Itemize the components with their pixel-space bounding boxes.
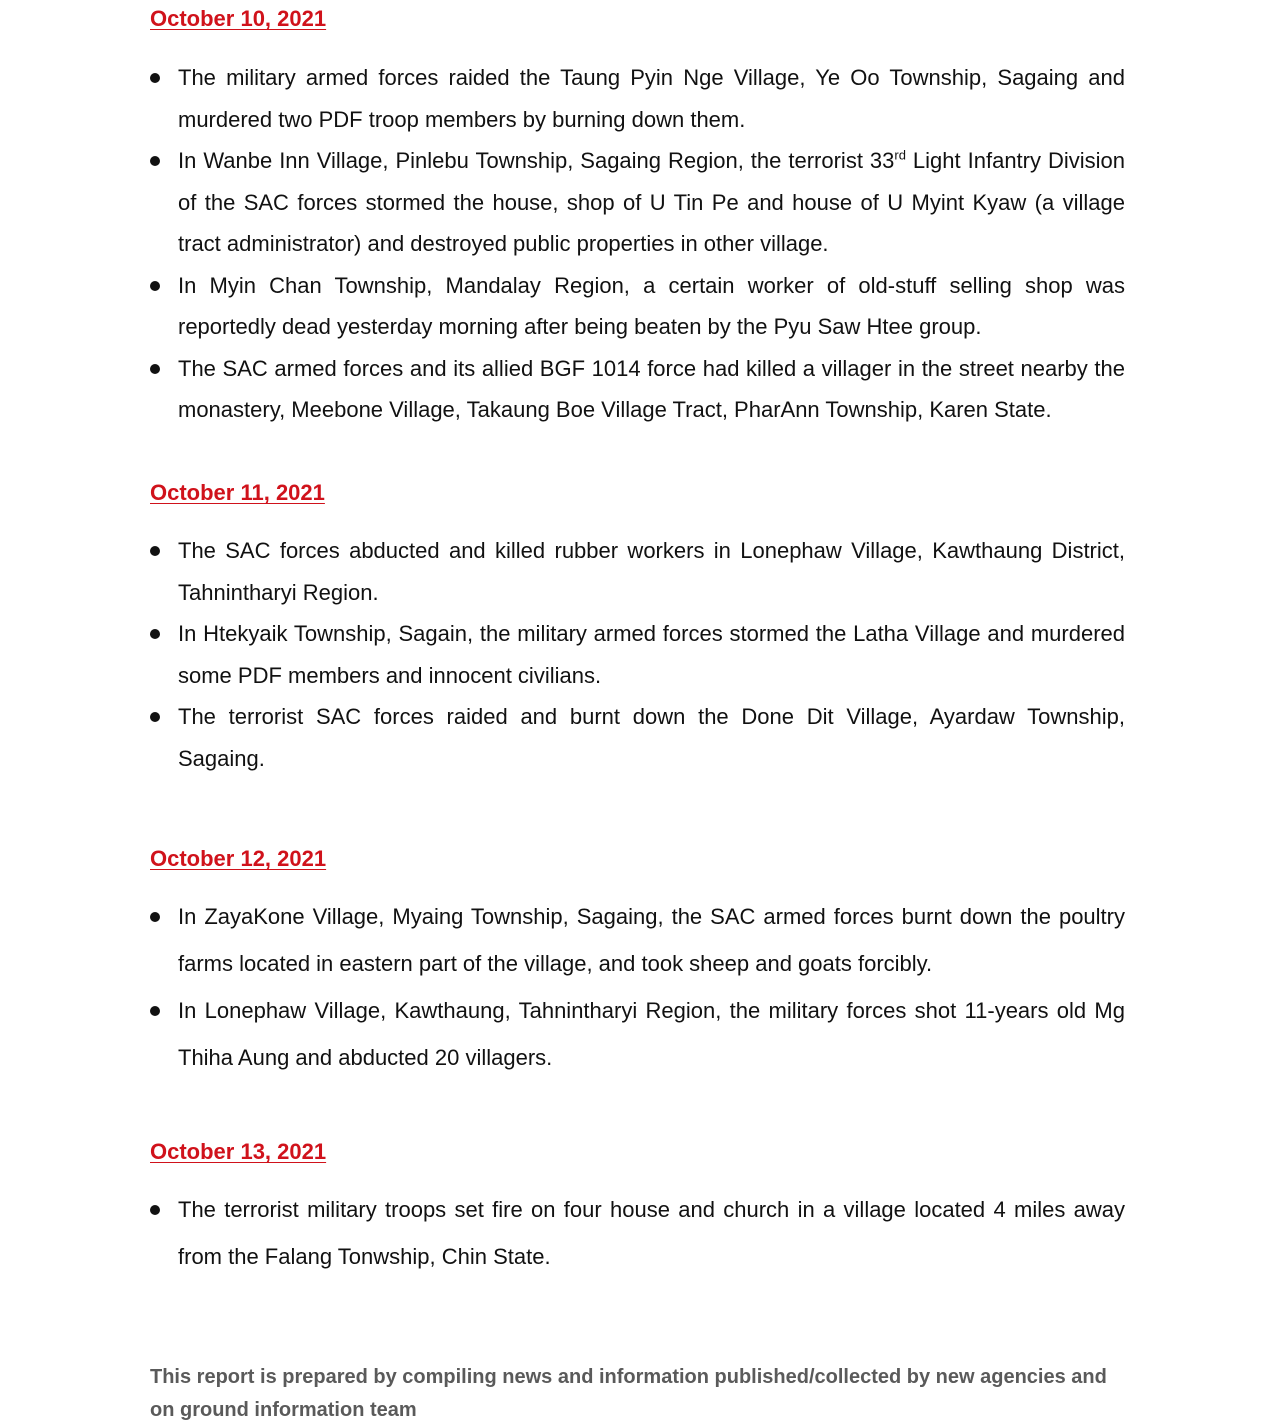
bullet-icon xyxy=(150,912,160,922)
item-text: The SAC forces abducted and killed rubber workers in Lonephaw Village, Kawthaung District, Tahnintharyi Region. xyxy=(178,538,1125,605)
list-item xyxy=(150,265,1125,348)
item-text: The terrorist SAC forces raided and burnt down the Done Dit Village, Ayardaw Township, Sagaing. xyxy=(178,704,1125,771)
bullet-icon xyxy=(150,156,160,166)
list-item xyxy=(150,613,1125,696)
list-item xyxy=(150,530,1125,613)
item-text: In Htekyaik Township, Sagain, the military armed forces stormed the Latha Village and murdered some PDF members and innocent civilians. xyxy=(178,621,1125,688)
section-date: October 10, 2021 xyxy=(150,6,327,31)
bullet-icon xyxy=(150,1006,160,1016)
bullet-icon xyxy=(150,712,160,722)
list-item xyxy=(150,140,1125,265)
bullet-icon xyxy=(150,281,160,291)
list-item xyxy=(150,987,1125,1081)
bullet-icon xyxy=(150,73,160,83)
incident-list xyxy=(150,530,1125,779)
list-item xyxy=(150,893,1125,987)
section-date: October 13, 2021 xyxy=(150,1139,327,1164)
list-item xyxy=(150,348,1125,431)
item-text-start: In Wanbe Inn Village, Pinlebu Township, Sagaing Region, the terrorist 33 xyxy=(178,148,895,173)
item-text: In Myin Chan Township, Mandalay Region, a certain worker of old-stuff selling shop was reportedly dead yesterday morning after being beaten by the Pyu Saw Htee group. xyxy=(178,272,1125,339)
list-item xyxy=(150,1186,1125,1280)
bullet-icon xyxy=(150,629,160,639)
section-date: October 12, 2021 xyxy=(150,846,327,871)
item-text: In ZayaKone Village, Myaing Township, Sagaing, the SAC armed forces burnt down the poultry farms located in eastern part of the village, and took sheep and goats forcibly. xyxy=(178,904,1125,976)
section-date: October 11, 2021 xyxy=(150,480,325,505)
item-text: The military armed forces raided the Taung Pyin Nge Village, Ye Oo Township, Sagaing and murdered two PDF troop members by burning down them. xyxy=(178,65,1125,132)
incident-list xyxy=(150,1186,1125,1280)
bullet-icon xyxy=(150,364,160,374)
list-item xyxy=(150,696,1125,779)
list-item xyxy=(150,57,1125,140)
incident-list xyxy=(150,893,1125,1081)
ordinal-suffix: rd xyxy=(894,147,906,163)
bullet-icon xyxy=(150,546,160,556)
bullet-icon xyxy=(150,1205,160,1215)
item-text: The terrorist military troops set fire on four house and church in a village located 4 miles away from the Falang Tonwship, Chin State. xyxy=(178,1197,1125,1269)
item-text: The SAC armed forces and its allied BGF 1014 force had killed a villager in the street nearby the monastery, Meebone Village, Takaung Boe Village Tract, PharAnn Township, Karen State. xyxy=(178,355,1125,422)
incident-list xyxy=(150,57,1125,431)
item-text-end: Light Infantry Division of the SAC forces stormed the house, shop of U Tin Pe and house of U Myint Kyaw (a village tract administrator) and destroyed public properties in other village. xyxy=(178,148,1125,256)
item-text: In Lonephaw Village, Kawthaung, Tahnintharyi Region, the military forces shot 11-years old Mg Thiha Aung and abducted 20 villagers. xyxy=(178,998,1125,1070)
report-footer-note: This report is prepared by compiling news and information published/collected by new agencies and on ground information team xyxy=(150,1366,1107,1421)
